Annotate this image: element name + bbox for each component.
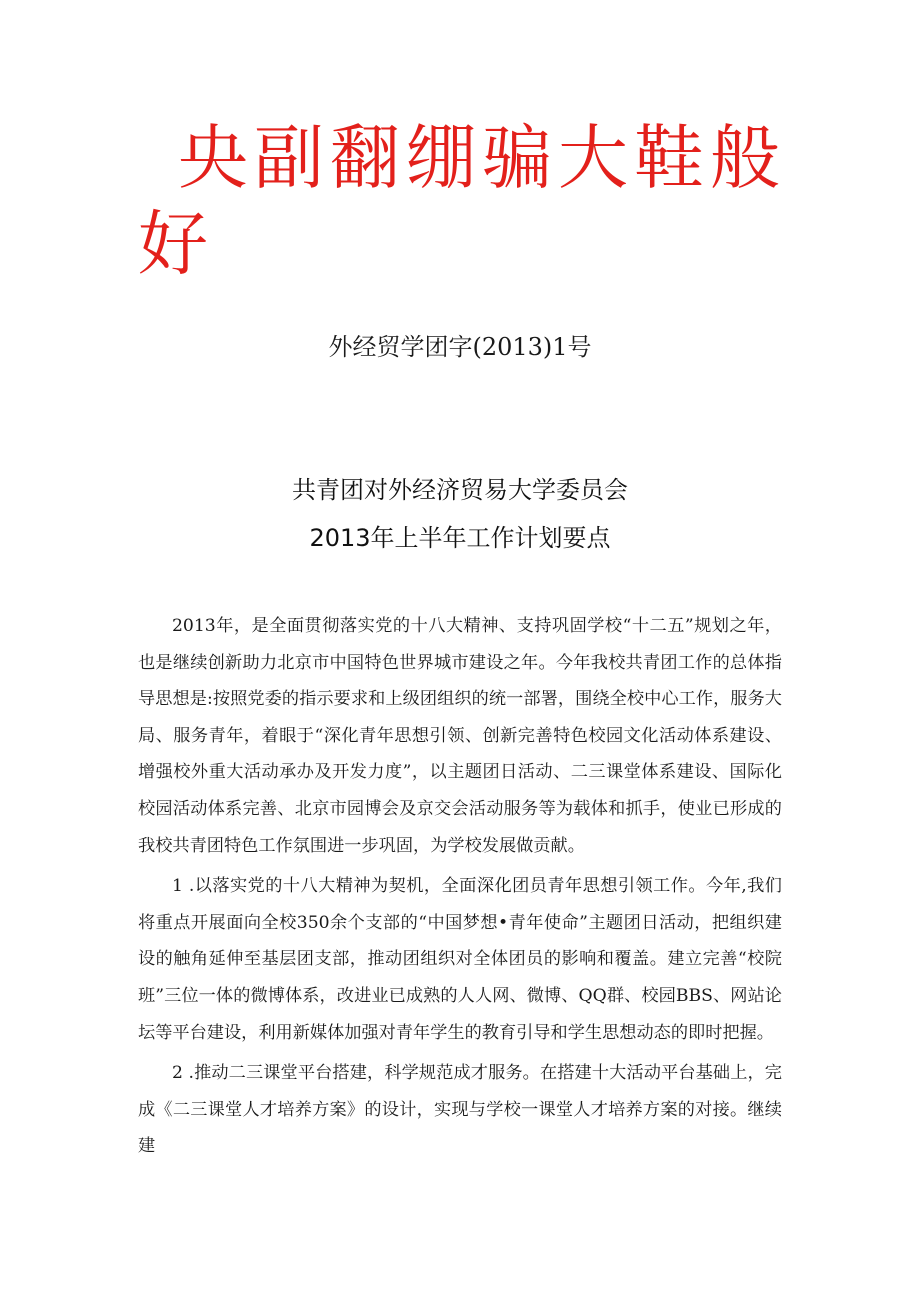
masthead-line-2: 好 [138, 203, 214, 285]
document-title-line-1: 共青团对外经济贸易大学委员会 [292, 476, 628, 504]
document-number: 外经贸学团字(2013)1号 [328, 333, 592, 361]
document-body [138, 608, 782, 1169]
body-paragraph-item-1: 1 .以落实党的十八大精神为契机，全面深化团员青年思想引领工作。今年,我们将重点开展面向全校350余个支部的“中国梦想•青年使命”主题团日活动，把组织建设的触角延伸至基层团支部，推动团组织对全体团员的影响和覆盖。建立完善“校院班”三位一体的微博体系，改进业已成熟的人人网、微博、QQ群、校园BBS、网站论坛等平台建设，利用新媒体加强对青年学生的教育引导和学生思想动态的即时把握。 [138, 876, 782, 1043]
red-masthead [138, 115, 798, 287]
body-paragraph-item-2: 2 .推动二三课堂平台搭建，科学规范成才服务。在搭建十大活动平台基础上，完成《二三课堂人才培养方案》的设计，实现与学校一课堂人才培养方案的对接。继续建 [138, 1063, 782, 1157]
document-title-line-2: 2013年上半年工作计划要点 [309, 524, 611, 552]
body-paragraph-intro: 2013年，是全面贯彻落实党的十八大精神、支持巩固学校“十二五”规划之年，也是继续创新助力北京市中国特色世界城市建设之年。今年我校共青团工作的总体指导思想是:按照党委的指示要求和上级团组织的统一部署，围绕全校中心工作，服务大局、服务青年，着眼于“深化青年思想引领、创新完善特色校园文化活动体系建设、增强校外重大活动承办及开发力度”，以主题团日活动、二三课堂体系建设、国际化校园活动体系完善、北京市园博会及京交会活动服务等为载体和抓手，使业已形成的我校共青团特色工作氛围进一步巩固，为学校发展做贡献。 [138, 616, 782, 856]
masthead-line-1: 央副翻绷骗大鞋般 [178, 117, 786, 199]
